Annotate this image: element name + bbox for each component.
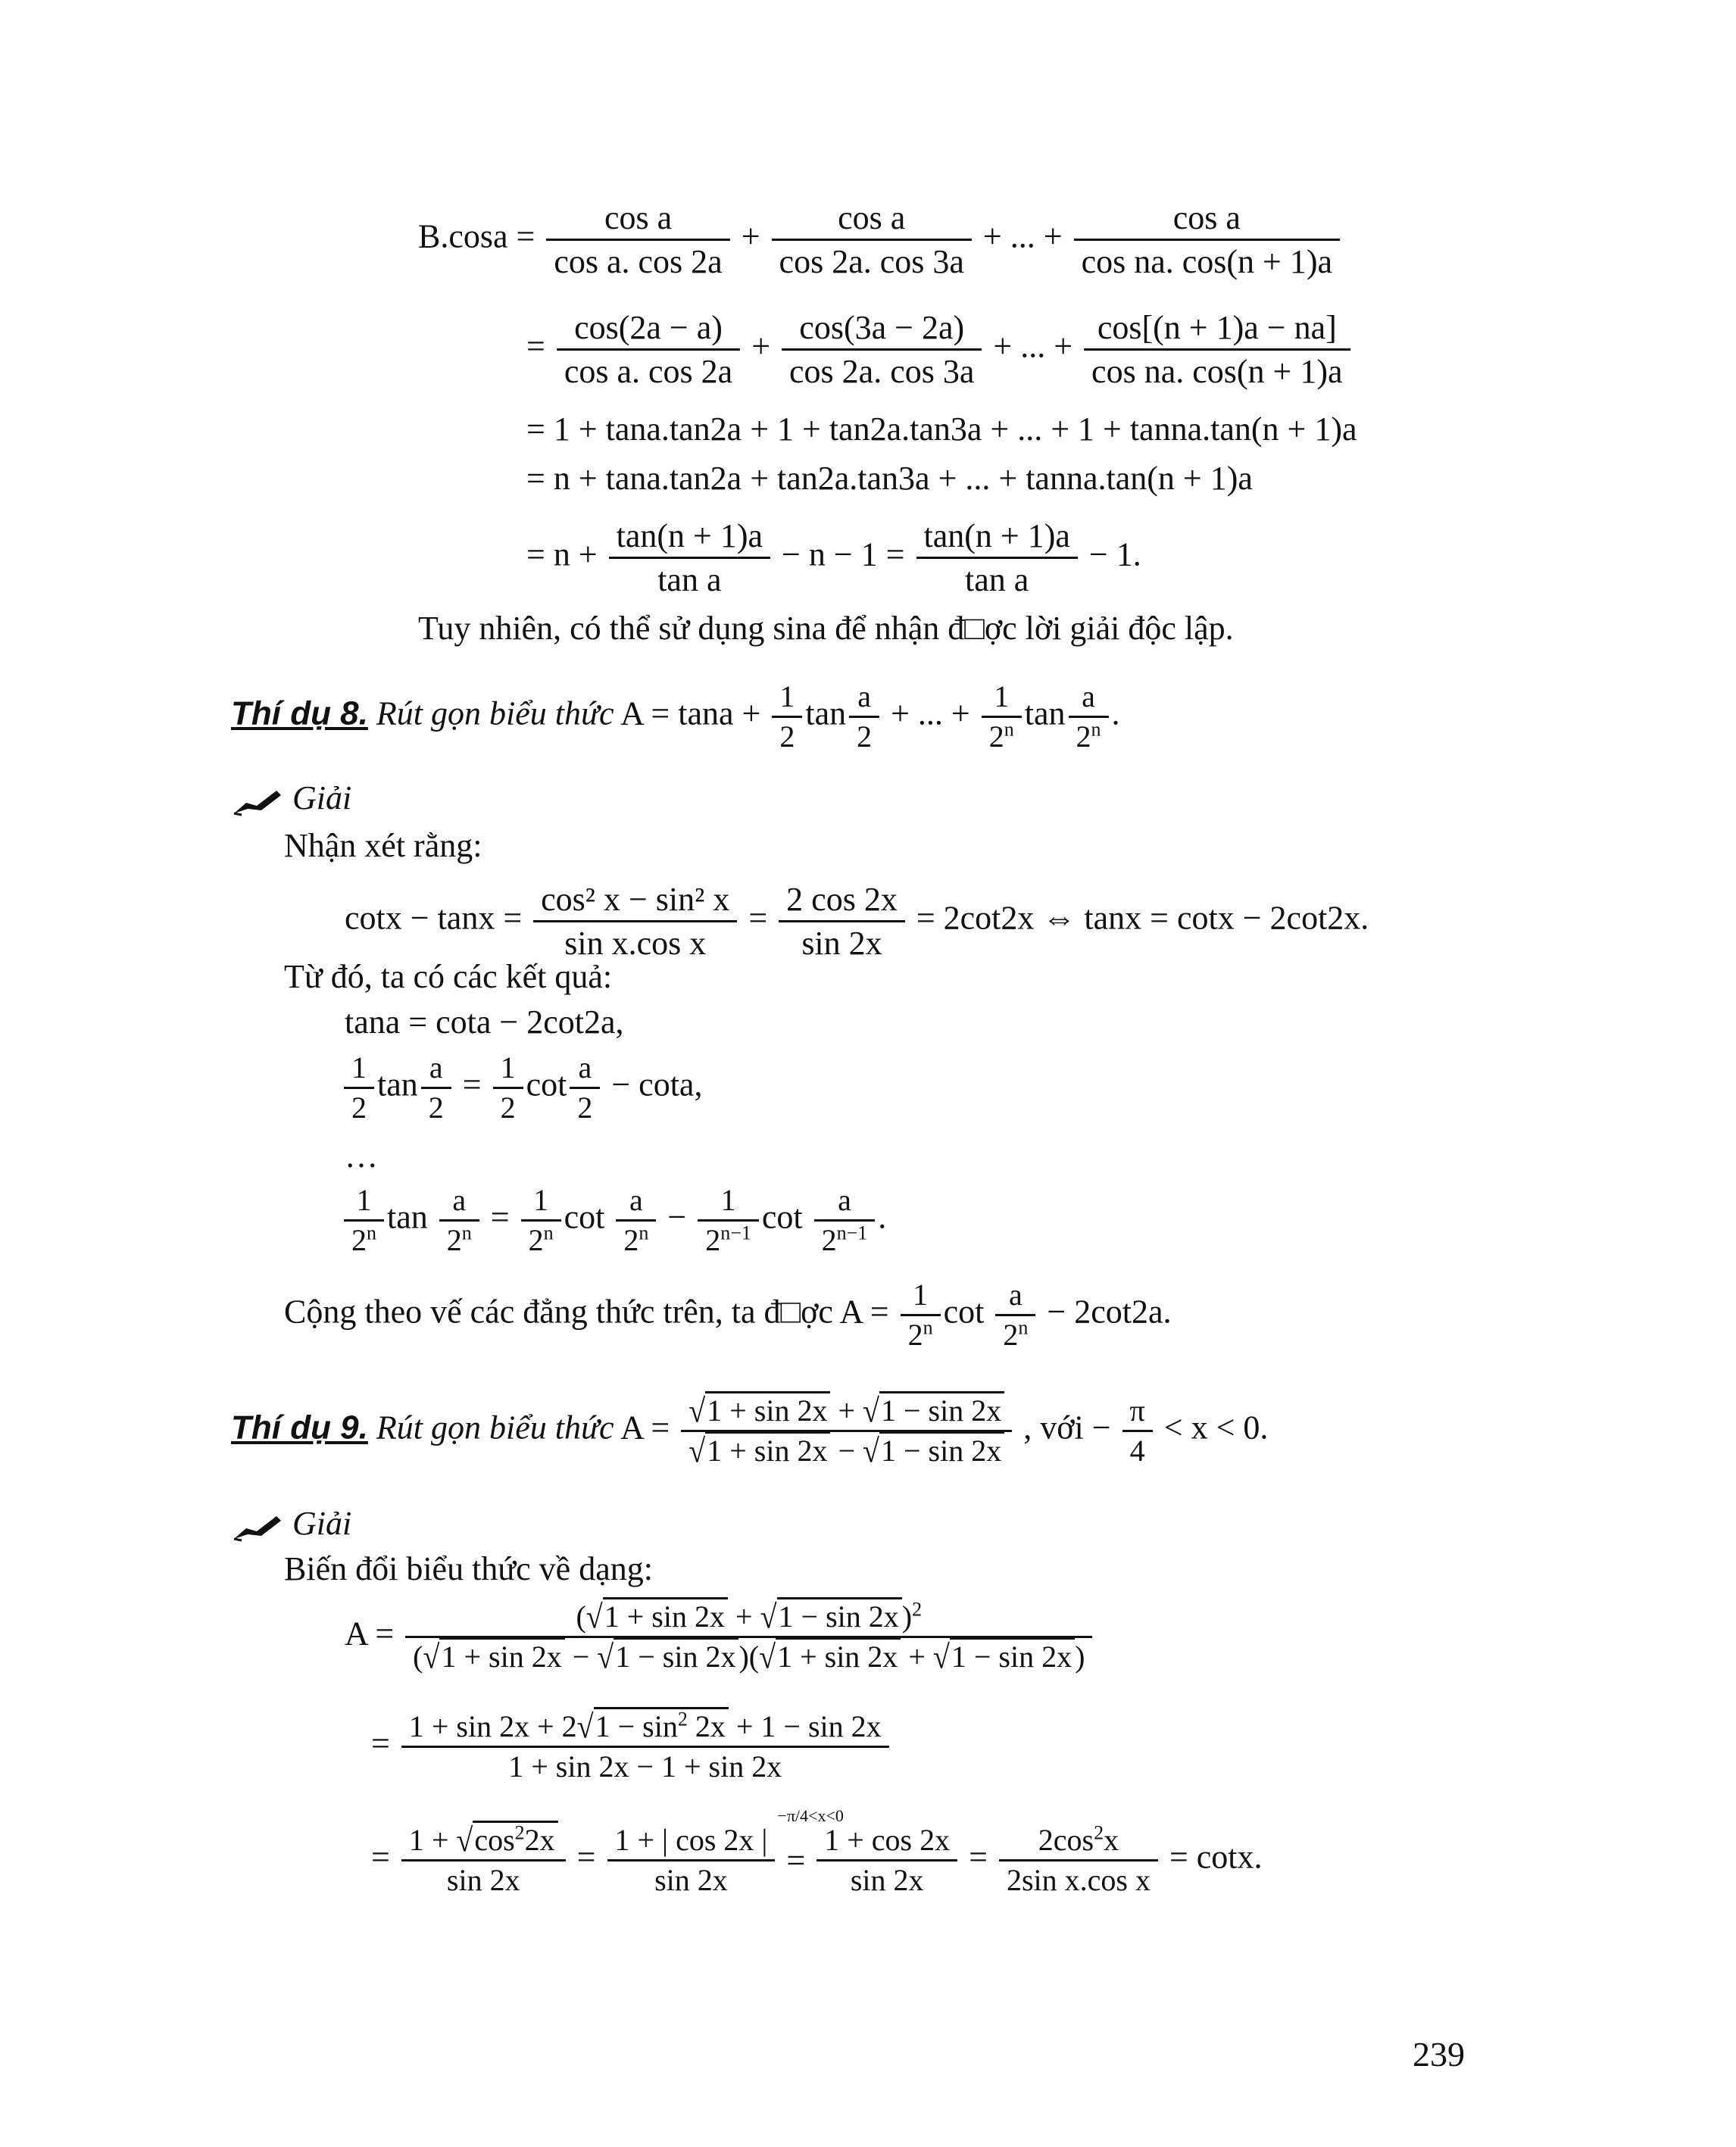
ex8-solution: Giải [231,782,351,816]
ex9-step-3: = $\frac{1 + \sin 2x + 2√1 - \sin^2 2x + 1 - \sin 2x}{1 + \sin 2x - 1 + \sin 2x}$ [371,1708,892,1786]
ex8-step-5: $\frac{1}{2}$ tan $\frac{a}{2}$ = $\frac{1}{2}$ cot $\frac{a}{2}$ − cota, [341,1049,702,1127]
ex8-step-8: Cộng theo vế các đẳng thức trên, ta đ□ợc A = $\frac{1}{2^n}$ cot $\frac{a}{2^n}$ − 2cot2a. [284,1278,1172,1352]
b-l1-frac-1: $\frac{\text{cos a}}{\text{cos a. cos 2a}}$ [546,197,729,282]
b-line-4: = n + tana.tan2a + tan2a.tan3a + ... + tanna.tan(n + 1)a [526,460,1253,497]
ex8-step-3: Từ đó, ta có các kết quả: [284,958,613,995]
ex9-step-4: = $\frac{1 + √\cos^22x}{\sin 2x}$ = $\frac{1 + | \cos 2x |}{\sin 2x}$ −π/4<x<0 = $\frac{1 + \cos 2x}{\sin 2x}$ = $\frac{2\cos^2x}{\text{2sin x.cos x}}$ = cotx. [371,1805,1263,1897]
ex8-title: Thí dụ 8. [231,694,368,732]
pencil-hand-icon [231,786,284,816]
ex8-step-1: Nhận xét rằng: [284,827,482,864]
ex9-step-1: Biến đổi biểu thức về dạng: [284,1550,653,1587]
b-l1-frac-2: $\frac{\text{cos a}}{\cos 2a. \cos 3a}$ [772,197,972,282]
b-lhs: B.cosa = [418,217,535,255]
ex9-expression: $\frac{√1 + \sin 2x + √1 - \sin 2x}{√1 + \sin 2x - √1 - \sin 2x}$ [681,1392,1012,1470]
ex8-step-6: … [345,1137,378,1175]
ex9-step-2: A = $\frac{(√1 + \sin 2x + √1 - \sin 2x )^2}{(√1 + \sin 2x - √1 - \sin 2x )(√1 + \sin 2x + √1 - \sin 2x )}$ [345,1598,1095,1676]
ex8-prompt: Rút gọn biểu thức [376,694,614,732]
b-l1-frac-3: $\frac{\text{cos a}}{\text{cos na. cos(n + 1)a}}$ [1074,197,1340,282]
b-l2-frac-2: $\frac{\cos(3a - 2a)}{\cos 2a. \cos 3a}$ [782,307,982,392]
ex8-step-7: $\frac{1}{2^n}$ tan $\frac{a}{2^n}$ = $\frac{1}{2^n}$ cot $\frac{a}{2^n}$ − $\frac{1}{2^{n-1}}$ cot $\frac{a}{2^{n-1}}$ . [341,1181,886,1259]
ex9-prompt: Rút gọn biểu thức [376,1409,614,1446]
b-l5-frac-2: $\frac{\tan(n + 1)a}{\text{tan a}}$ [916,515,1078,601]
ex8-step-4: tana = cota − 2cot2a, [345,1003,624,1041]
ex8-heading: Thí dụ 8. Rút gọn biểu thức A = tana + $\frac{1}{2}$ tan $\frac{a}{2}$ + ... + $\frac{1}{2^n}$ tan $\frac{a}{2^n}$ . [231,679,1120,754]
b-line-3: = 1 + tana.tan2a + 1 + tan2a.tan3a + ... + 1 + tanna.tan(n + 1)a [526,410,1357,448]
b-line-5: = n + $\frac{\tan(n + 1)a}{\text{tan a}}$ − n − 1 = $\frac{\tan(n + 1)a}{\text{tan a}}$ − 1. [526,515,1141,601]
ex9-solution: Giải [231,1507,351,1542]
b-line-1: B.cosa = $\frac{\text{cos a}}{\text{cos a. cos 2a}}$ + $\frac{\text{cos a}}{\cos 2a. \cos 3a}$ + ... + $\frac{\text{cos a}}{\text{cos na. cos(n + 1)a}}$ [418,197,1343,282]
ex9-heading: Thí dụ 9. Rút gọn biểu thức A = $\frac{√1 + \sin 2x + √1 - \sin 2x}{√1 + \sin 2x - √1 - \sin 2x}$ , với − $\frac{\pi}{4}$ < x < 0. [231,1391,1269,1470]
page-number: 239 [1413,2035,1465,2074]
b-l5-frac-1: $\frac{\tan(n + 1)a}{\text{tan a}}$ [609,515,770,601]
b-l2-frac-3: $\frac{\cos[(n + 1)a - na]}{\text{cos na. cos(n + 1)a}}$ [1084,307,1350,392]
b-l2-frac-1: $\frac{\cos(2a - a)}{\text{cos a. cos 2a}}$ [557,307,740,392]
ex9-title: Thí dụ 9. [231,1409,368,1446]
b-line-2: = $\frac{\cos(2a - a)}{\text{cos a. cos 2a}}$ + $\frac{\cos(3a - 2a)}{\cos 2a. \cos 3a}$ + ... + $\frac{\cos[(n + 1)a - na]}{\text{cos na. cos(n + 1)a}}$ [526,307,1354,392]
b-remark: Tuy nhiên, có thể sử dụng sina để nhận đ□ợc lời giải độc lập. [418,610,1234,647]
ex8-step-2: cotx − tanx = $\frac{\text{cos² x − sin² x}}{\text{sin x.cos x}}$ = $\frac{2 \cos 2x}{\sin 2x}$ = 2cot2x ⇔ tanx = cotx − 2cot2x. [345,878,1369,964]
pencil-hand-icon [231,1512,284,1542]
